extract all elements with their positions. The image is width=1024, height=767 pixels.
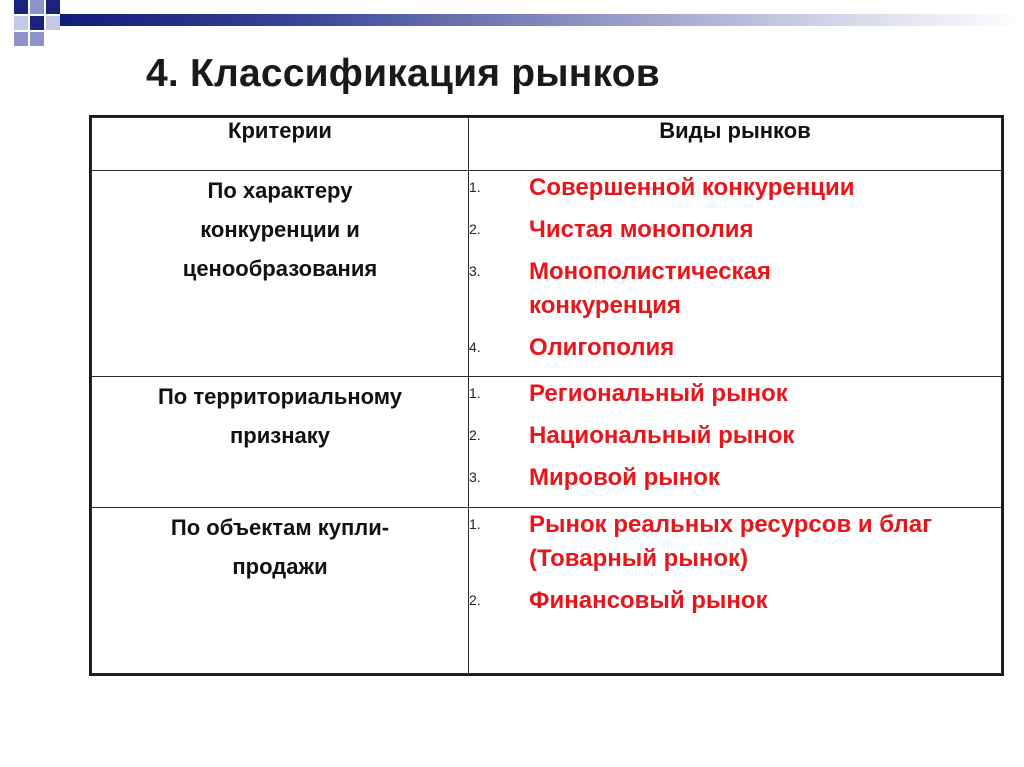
- item-number: 1.: [469, 516, 481, 532]
- table-row: [92, 171, 1002, 377]
- market-type-label: Олигополия: [529, 334, 675, 361]
- criterion-cell: [92, 377, 469, 508]
- item-number: 2.: [469, 592, 481, 608]
- market-type-label: Мировой рынок: [529, 464, 720, 491]
- item-number: 3.: [469, 469, 481, 485]
- decor-square: [30, 0, 44, 14]
- classification-table: [91, 117, 1002, 674]
- market-types-cell: [469, 171, 1002, 377]
- item-number: 2.: [469, 221, 481, 237]
- header-gradient-bar: [60, 14, 1024, 26]
- criterion-cell: [92, 508, 469, 674]
- list-item: [469, 584, 1001, 618]
- market-types-cell: [469, 508, 1002, 674]
- corner-decoration: [0, 0, 1024, 60]
- decor-square: [14, 32, 28, 46]
- item-number: 2.: [469, 427, 481, 443]
- list-item: [469, 377, 1001, 411]
- decor-square: [14, 0, 28, 14]
- market-type-label: Рынок реальных ресурсов и благ (Товарный рынок): [529, 511, 933, 572]
- decor-square: [14, 16, 28, 30]
- market-type-label: Региональный рынок: [529, 380, 788, 407]
- list-item: [469, 508, 1001, 576]
- market-types-cell: [469, 377, 1002, 508]
- page-title: 4. Классификация рынков: [146, 52, 660, 95]
- criterion-label: По территориальному признаку: [157, 384, 403, 448]
- market-types-list: [469, 508, 1001, 618]
- item-number: 3.: [469, 263, 481, 279]
- market-type-label: Чистая монополия: [529, 216, 754, 243]
- column-header-market-types: Виды рынков: [469, 118, 1002, 171]
- item-number: 1.: [469, 179, 481, 195]
- item-number: 4.: [469, 339, 481, 355]
- table-header-row: [92, 118, 1002, 171]
- table-row: [92, 508, 1002, 674]
- column-header-criteria: Критерии: [92, 118, 469, 171]
- criterion-label: По объектам купли-продажи: [170, 515, 390, 579]
- criterion-cell: [92, 171, 469, 377]
- list-item: [469, 171, 1001, 205]
- list-item: [469, 213, 1001, 247]
- list-item: [469, 331, 1001, 365]
- market-type-label: Совершенной конкуренции: [529, 174, 855, 201]
- decor-square: [30, 16, 44, 30]
- item-number: 1.: [469, 385, 481, 401]
- list-item: [469, 255, 1001, 323]
- market-type-label: Национальный рынок: [529, 422, 795, 449]
- decor-square: [46, 0, 60, 14]
- criterion-label: По характеру конкуренции и ценообразования: [182, 178, 378, 281]
- table-row: [92, 377, 1002, 508]
- market-type-label: Монополистическая конкуренция: [529, 258, 771, 319]
- market-types-list: [469, 377, 1001, 495]
- list-item: [469, 461, 1001, 495]
- list-item: [469, 419, 1001, 453]
- market-types-list: [469, 171, 1001, 365]
- decor-square: [30, 32, 44, 46]
- market-type-label: Финансовый рынок: [529, 587, 768, 614]
- decor-square: [46, 16, 60, 30]
